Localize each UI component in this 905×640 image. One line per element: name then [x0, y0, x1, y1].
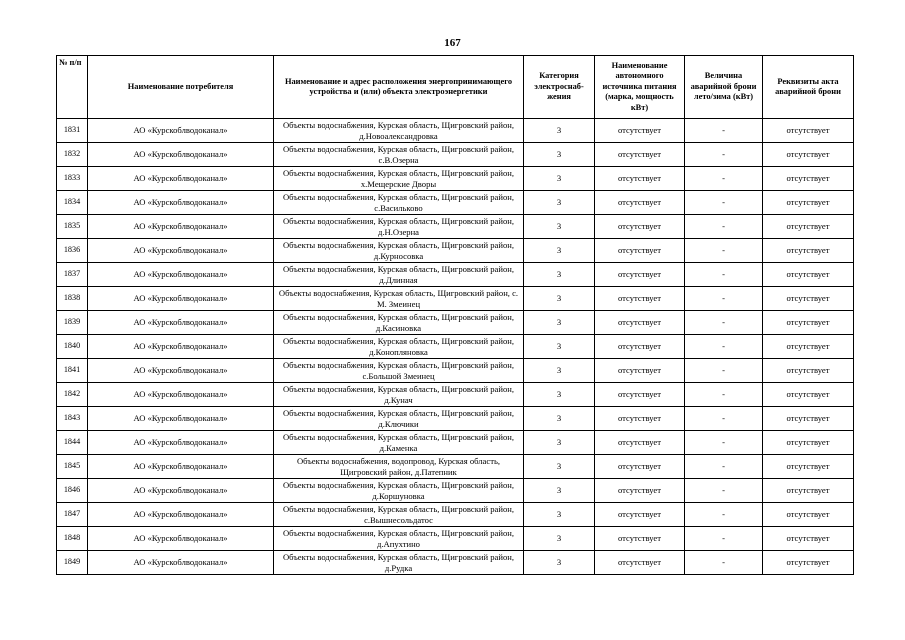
cell-num: 1834 — [57, 191, 88, 215]
cell-reserve: - — [685, 551, 763, 575]
cell-reserve: - — [685, 407, 763, 431]
cell-object: Объекты водоснабжения, водопровод, Курская область, Щигровский район, д.Патепник — [274, 455, 524, 479]
cell-num: 1849 — [57, 551, 88, 575]
table-body — [57, 119, 854, 575]
table-row — [57, 239, 854, 263]
cell-act: отсутствует — [763, 167, 854, 191]
cell-source: отсутствует — [595, 143, 685, 167]
cell-category: 3 — [524, 479, 595, 503]
cell-num: 1835 — [57, 215, 88, 239]
consumers-table — [56, 55, 854, 575]
cell-object: Объекты водоснабжения, Курская область, Щигровский район, д.Н.Озерна — [274, 215, 524, 239]
cell-consumer: АО «Курскоблводоканал» — [88, 287, 274, 311]
cell-consumer: АО «Курскоблводоканал» — [88, 215, 274, 239]
cell-category: 3 — [524, 311, 595, 335]
cell-act: отсутствует — [763, 359, 854, 383]
cell-act: отсутствует — [763, 263, 854, 287]
cell-num: 1843 — [57, 407, 88, 431]
table-row — [57, 383, 854, 407]
header-category: Категория электроснаб-жения — [524, 56, 595, 119]
cell-source: отсутствует — [595, 455, 685, 479]
cell-act: отсутствует — [763, 287, 854, 311]
cell-consumer: АО «Курскоблводоканал» — [88, 359, 274, 383]
cell-num: 1841 — [57, 359, 88, 383]
cell-reserve: - — [685, 191, 763, 215]
cell-num: 1846 — [57, 479, 88, 503]
table-row — [57, 455, 854, 479]
cell-source: отсутствует — [595, 167, 685, 191]
cell-num: 1844 — [57, 431, 88, 455]
cell-category: 3 — [524, 503, 595, 527]
cell-category: 3 — [524, 215, 595, 239]
cell-object: Объекты водоснабжения, Курская область, Щигровский район, д.Новоалександровка — [274, 119, 524, 143]
header-num: № п/п — [57, 56, 88, 119]
cell-source: отсутствует — [595, 431, 685, 455]
header-consumer: Наименование потребителя — [88, 56, 274, 119]
cell-num: 1836 — [57, 239, 88, 263]
cell-object: Объекты водоснабжения, Курская область, Щигровский район, д.Апухтино — [274, 527, 524, 551]
cell-category: 3 — [524, 167, 595, 191]
table-row — [57, 287, 854, 311]
cell-reserve: - — [685, 167, 763, 191]
cell-num: 1845 — [57, 455, 88, 479]
cell-object: Объекты водоснабжения, Курская область, Щигровский район, с.В.Озерна — [274, 143, 524, 167]
cell-category: 3 — [524, 383, 595, 407]
page-number: 167 — [444, 37, 461, 49]
cell-category: 3 — [524, 239, 595, 263]
cell-act: отсутствует — [763, 407, 854, 431]
cell-object: Объекты водоснабжения, Курская область, Щигровский район, х.Мещерские Дворы — [274, 167, 524, 191]
cell-reserve: - — [685, 239, 763, 263]
cell-source: отсутствует — [595, 191, 685, 215]
table-row — [57, 551, 854, 575]
cell-num: 1837 — [57, 263, 88, 287]
cell-object: Объекты водоснабжения, Курская область, Щигровский район, д.Кунач — [274, 383, 524, 407]
cell-source: отсутствует — [595, 119, 685, 143]
cell-act: отсутствует — [763, 551, 854, 575]
cell-act: отсутствует — [763, 527, 854, 551]
cell-reserve: - — [685, 383, 763, 407]
cell-object: Объекты водоснабжения, Курская область, Щигровский район, д.Коршуновка — [274, 479, 524, 503]
cell-act: отсутствует — [763, 431, 854, 455]
cell-source: отсутствует — [595, 527, 685, 551]
cell-act: отсутствует — [763, 239, 854, 263]
table-row — [57, 359, 854, 383]
cell-category: 3 — [524, 431, 595, 455]
cell-object: Объекты водоснабжения, Курская область, Щигровский район, д.Касиновка — [274, 311, 524, 335]
table-row — [57, 167, 854, 191]
table-row — [57, 335, 854, 359]
cell-category: 3 — [524, 359, 595, 383]
cell-consumer: АО «Курскоблводоканал» — [88, 167, 274, 191]
cell-reserve: - — [685, 311, 763, 335]
cell-reserve: - — [685, 359, 763, 383]
table-row — [57, 263, 854, 287]
table-header-row — [57, 56, 854, 119]
cell-act: отсутствует — [763, 215, 854, 239]
cell-reserve: - — [685, 503, 763, 527]
cell-act: отсутствует — [763, 311, 854, 335]
cell-num: 1840 — [57, 335, 88, 359]
cell-consumer: АО «Курскоблводоканал» — [88, 119, 274, 143]
table-row — [57, 119, 854, 143]
cell-object: Объекты водоснабжения, Курская область, Щигровский район, д.Каменка — [274, 431, 524, 455]
table-row — [57, 311, 854, 335]
cell-reserve: - — [685, 335, 763, 359]
cell-act: отсутствует — [763, 335, 854, 359]
cell-category: 3 — [524, 143, 595, 167]
cell-reserve: - — [685, 119, 763, 143]
cell-object: Объекты водоснабжения, Курская область, Щигровский район, с.Васильково — [274, 191, 524, 215]
cell-source: отсутствует — [595, 383, 685, 407]
cell-category: 3 — [524, 335, 595, 359]
cell-reserve: - — [685, 527, 763, 551]
cell-act: отсутствует — [763, 455, 854, 479]
cell-category: 3 — [524, 191, 595, 215]
cell-act: отсутствует — [763, 191, 854, 215]
table-row — [57, 527, 854, 551]
cell-category: 3 — [524, 287, 595, 311]
cell-consumer: АО «Курскоблводоканал» — [88, 503, 274, 527]
table-row — [57, 503, 854, 527]
cell-reserve: - — [685, 143, 763, 167]
cell-consumer: АО «Курскоблводоканал» — [88, 143, 274, 167]
table-row — [57, 143, 854, 167]
cell-source: отсутствует — [595, 263, 685, 287]
cell-reserve: - — [685, 287, 763, 311]
cell-num: 1832 — [57, 143, 88, 167]
table-row — [57, 215, 854, 239]
cell-num: 1839 — [57, 311, 88, 335]
cell-reserve: - — [685, 215, 763, 239]
cell-consumer: АО «Курскоблводоканал» — [88, 335, 274, 359]
cell-object: Объекты водоснабжения, Курская область, Щигровский район, д.Длинная — [274, 263, 524, 287]
cell-consumer: АО «Курскоблводоканал» — [88, 383, 274, 407]
header-object: Наименование и адрес расположения энергопринимающего устройства и (или) объекта электроэнергетики — [274, 56, 524, 119]
table-row — [57, 431, 854, 455]
cell-reserve: - — [685, 263, 763, 287]
cell-category: 3 — [524, 455, 595, 479]
cell-category: 3 — [524, 527, 595, 551]
table-row — [57, 191, 854, 215]
cell-object: Объекты водоснабжения, Курская область, Щигровский район, д.Ключики — [274, 407, 524, 431]
cell-num: 1848 — [57, 527, 88, 551]
cell-num: 1838 — [57, 287, 88, 311]
cell-num: 1847 — [57, 503, 88, 527]
cell-consumer: АО «Курскоблводоканал» — [88, 455, 274, 479]
cell-source: отсутствует — [595, 407, 685, 431]
cell-reserve: - — [685, 455, 763, 479]
cell-act: отсутствует — [763, 143, 854, 167]
cell-object: Объекты водоснабжения, Курская область, Щигровский район, с.Большой Змеинец — [274, 359, 524, 383]
cell-consumer: АО «Курскоблводоканал» — [88, 239, 274, 263]
cell-source: отсутствует — [595, 503, 685, 527]
cell-consumer: АО «Курскоблводоканал» — [88, 407, 274, 431]
header-act: Реквизиты акта аварийной брони — [763, 56, 854, 119]
cell-consumer: АО «Курскоблводоканал» — [88, 191, 274, 215]
cell-source: отсутствует — [595, 215, 685, 239]
cell-category: 3 — [524, 407, 595, 431]
header-source: Наименование автономного источника питания (марка, мощность кВт) — [595, 56, 685, 119]
cell-object: Объекты водоснабжения, Курская область, Щигровский район, д.Коноплянoвка — [274, 335, 524, 359]
cell-num: 1833 — [57, 167, 88, 191]
cell-object: Объекты водоснабжения, Курская область, Щигровский район, с. М. Змеинец — [274, 287, 524, 311]
cell-source: отсутствует — [595, 479, 685, 503]
cell-act: отсутствует — [763, 503, 854, 527]
cell-act: отсутствует — [763, 119, 854, 143]
cell-source: отсутствует — [595, 551, 685, 575]
table-row — [57, 479, 854, 503]
cell-object: Объекты водоснабжения, Курская область, Щигровский район, д.Курносовка — [274, 239, 524, 263]
cell-act: отсутствует — [763, 479, 854, 503]
cell-category: 3 — [524, 119, 595, 143]
cell-act: отсутствует — [763, 383, 854, 407]
cell-num: 1831 — [57, 119, 88, 143]
cell-consumer: АО «Курскоблводоканал» — [88, 551, 274, 575]
cell-consumer: АО «Курскоблводоканал» — [88, 527, 274, 551]
cell-source: отсутствует — [595, 335, 685, 359]
cell-consumer: АО «Курскоблводоканал» — [88, 311, 274, 335]
cell-source: отсутствует — [595, 287, 685, 311]
cell-consumer: АО «Курскоблводоканал» — [88, 479, 274, 503]
cell-reserve: - — [685, 479, 763, 503]
cell-num: 1842 — [57, 383, 88, 407]
header-reserve: Величина аварийной брони лето/зима (кВт) — [685, 56, 763, 119]
cell-object: Объекты водоснабжения, Курская область, Щигровский район, д.Рудка — [274, 551, 524, 575]
cell-source: отсутствует — [595, 239, 685, 263]
cell-source: отсутствует — [595, 359, 685, 383]
cell-reserve: - — [685, 431, 763, 455]
cell-category: 3 — [524, 263, 595, 287]
cell-category: 3 — [524, 551, 595, 575]
cell-object: Объекты водоснабжения, Курская область, Щигровский район, с.Вышнесольдатос — [274, 503, 524, 527]
cell-consumer: АО «Курскоблводоканал» — [88, 431, 274, 455]
cell-source: отсутствует — [595, 311, 685, 335]
cell-consumer: АО «Курскоблводоканал» — [88, 263, 274, 287]
table-row — [57, 407, 854, 431]
